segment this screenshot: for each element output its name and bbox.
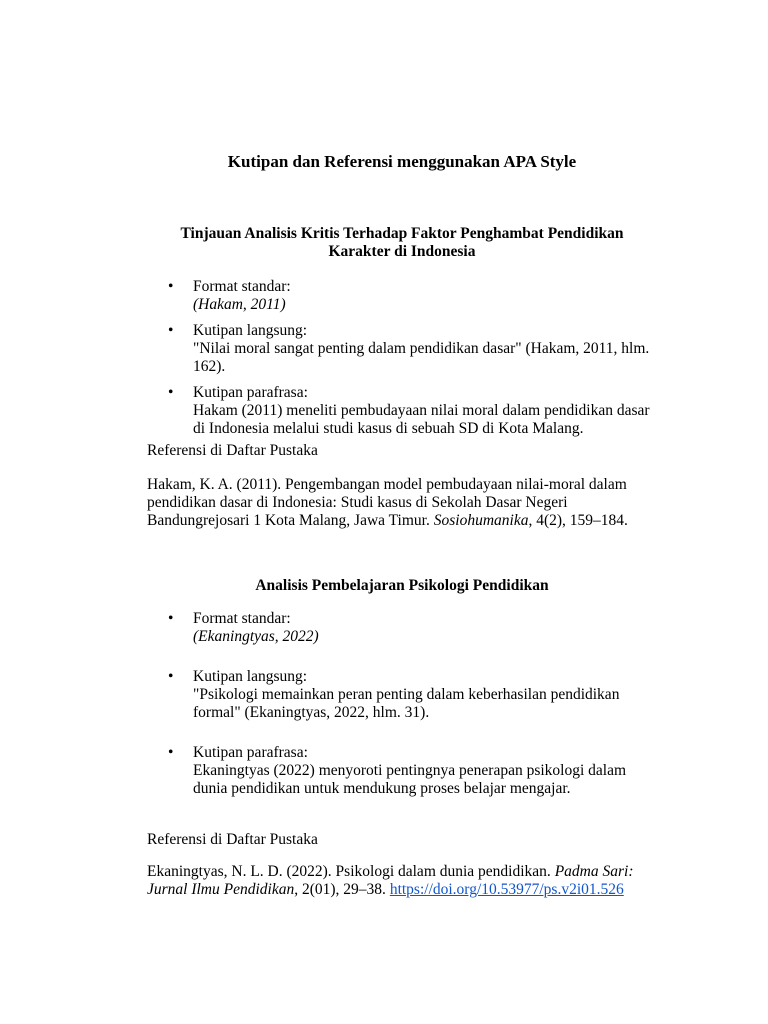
citation-label: Format standar: xyxy=(193,610,291,627)
list-item xyxy=(147,668,657,722)
reference-text: Hakam, K. A. (2011). Pengembangan model pembudayaan nilai-moral dalam pendidikan dasar di Indonesia: Studi kasus di Sekolah Dasar Negeri Bandungrejosari 1 Kota Malang, Jawa Timur. xyxy=(147,476,627,529)
reference-journal: Sosiohumanika xyxy=(433,512,529,529)
reference-journal: Padma Sari: Jurnal Ilmu Pendidikan xyxy=(147,863,634,898)
citation-label: Kutipan langsung: xyxy=(193,322,308,339)
list-item xyxy=(147,384,657,438)
citation-text: Hakam (2011) meneliti pembudayaan nilai moral dalam pendidikan dasar di Indonesia melalui studi kasus di sebuah SD di Kota Malang. xyxy=(193,402,650,437)
section-1-title-line-2: Karakter di Indonesia xyxy=(328,243,476,260)
list-item xyxy=(147,322,657,376)
citation-label: Kutipan langsung: xyxy=(193,668,308,685)
section-2-reference-heading: Referensi di Daftar Pustaka xyxy=(147,831,318,848)
section-1-title-line-1: Tinjauan Analisis Kritis Terhadap Faktor Penghambat Pendidikan xyxy=(180,225,624,242)
citation-text: (Hakam, 2011) xyxy=(193,296,286,313)
citation-label: Kutipan parafrasa: xyxy=(193,744,308,761)
section-1-reference-heading: Referensi di Daftar Pustaka xyxy=(147,442,318,459)
document-title: Kutipan dan Referensi menggunakan APA Style xyxy=(227,152,577,171)
bullet-icon: • xyxy=(168,278,174,295)
bullet-icon: • xyxy=(168,744,174,761)
bullet-icon: • xyxy=(168,384,174,401)
list-item xyxy=(147,278,657,314)
list-item xyxy=(147,610,657,646)
section-1-citation-list xyxy=(147,278,657,438)
section-2-title: Analisis Pembelajaran Psikologi Pendidikan xyxy=(255,577,549,594)
section-2-reference-entry xyxy=(147,863,652,899)
section-1-reference-entry xyxy=(147,476,652,530)
bullet-icon: • xyxy=(168,610,174,627)
citation-text: Ekaningtyas (2022) menyoroti pentingnya penerapan psikologi dalam dunia pendidikan untuk mendukung proses belajar mengajar. xyxy=(193,762,627,797)
reference-text: Ekaningtyas, N. L. D. (2022). Psikologi dalam dunia pendidikan. xyxy=(147,863,555,880)
bullet-icon: • xyxy=(168,668,174,685)
section-2-citation-list xyxy=(147,610,657,798)
reference-tail: , 2(01), 29–38. xyxy=(294,881,390,898)
citation-text: (Ekaningtyas, 2022) xyxy=(193,628,319,645)
citation-label: Kutipan parafrasa: xyxy=(193,384,308,401)
section-1-title xyxy=(147,225,657,261)
citation-text: "Nilai moral sangat penting dalam pendidikan dasar" (Hakam, 2011, hlm. 162). xyxy=(193,340,650,375)
list-item xyxy=(147,744,657,798)
citation-label: Format standar: xyxy=(193,278,291,295)
reference-tail: , 4(2), 159–184. xyxy=(528,512,628,529)
citation-text: "Psikologi memainkan peran penting dalam keberhasilan pendidikan formal" (Ekaningtyas, 2022, hlm. 31). xyxy=(193,686,620,721)
bullet-icon: • xyxy=(168,322,174,339)
doi-link[interactable]: https://doi.org/10.53977/ps.v2i01.526 xyxy=(389,881,624,898)
